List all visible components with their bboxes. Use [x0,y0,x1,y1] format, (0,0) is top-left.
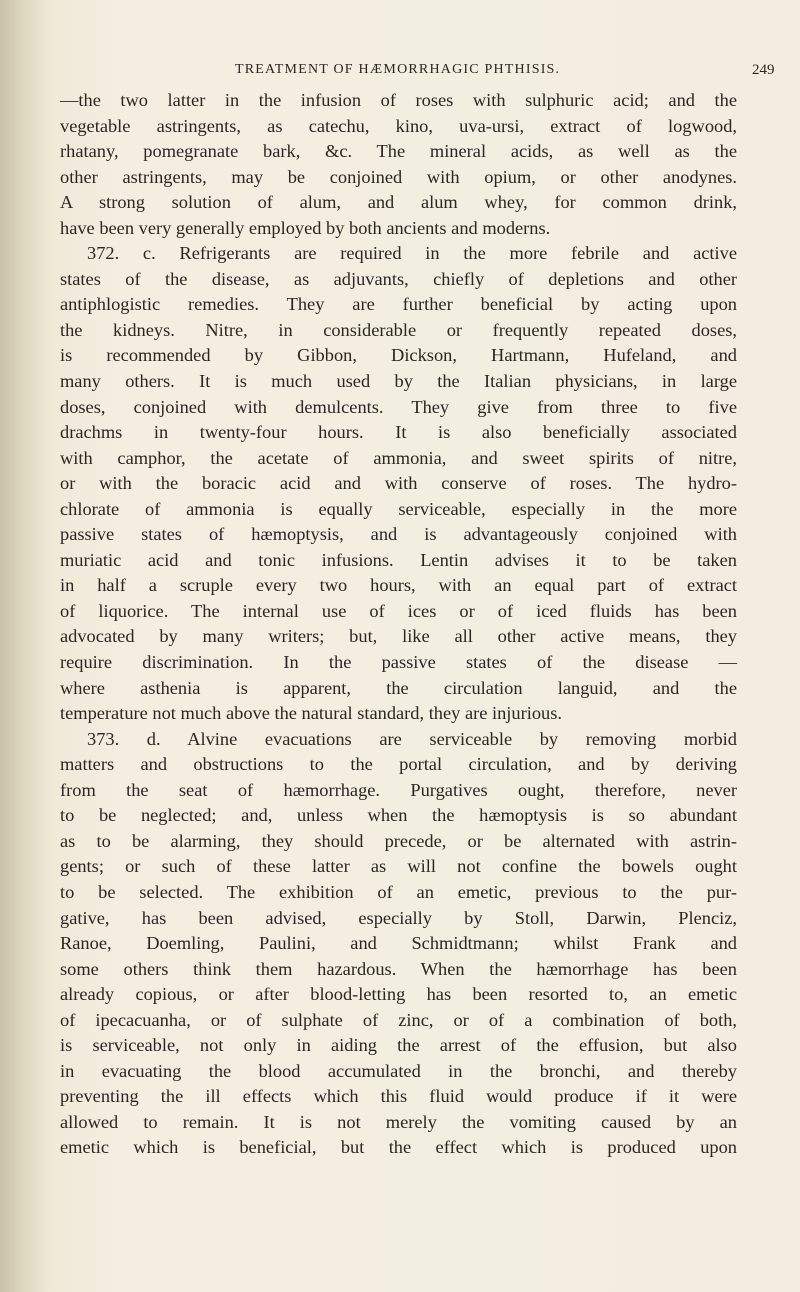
page-header [0,62,800,82]
text-line: preventing the ill effects which this fluid would produce if it were [60,1086,737,1107]
text-line: already copious, or after blood-letting has been resorted to, an emetic [60,984,737,1005]
text-line: chlorate of ammonia is equally serviceable, especially in the more [60,498,737,519]
text-line: passive states of hæmoptysis, and is advantageously conjoined with [60,524,737,545]
text-line: Ranoe, Doemling, Paulini, and Schmidtmann; whilst Frank and [60,933,737,954]
text-line: gative, has been advised, especially by Stoll, Darwin, Plenciz, [60,907,737,928]
text-line: in evacuating the blood accumulated in the bronchi, and thereby [60,1060,737,1081]
text-line: A strong solution of alum, and alum whey, for common drink, [60,192,737,213]
running-head: TREATMENT OF HÆMORRHAGIC PHTHISIS. [235,62,561,77]
text-line: is recommended by Gibbon, Dickson, Hartmann, Hufeland, and [60,345,737,366]
text-line: some others think them hazardous. When the hæmorrhage has been [60,958,737,979]
text-line: other astringents, may be conjoined with opium, or other anodynes. [60,166,737,187]
body-text [60,88,737,1161]
paragraph-start-373: 373. d. Alvine evacuations are serviceable by removing morbid [87,728,737,749]
text-line: to be selected. The exhibition of an emetic, previous to the pur- [60,881,737,902]
text-line: as to be alarming, they should precede, or be alternated with astrin- [60,830,737,851]
text-line: —the two latter in the infusion of roses with sulphuric acid; and the [60,90,737,110]
text-line: or with the boracic acid and with conserve of roses. The hydro- [60,473,737,494]
text-line: rhatany, pomegranate bark, &c. The mineral acids, as well as the [60,141,737,162]
text-line: advocated by many writers; but, like all other active means, they [60,626,737,647]
text-line: antiphlogistic remedies. They are further beneficial by acting upon [60,294,737,315]
text-line: to be neglected; and, unless when the hæmoptysis is so abundant [60,805,737,826]
text-line: muriatic acid and tonic infusions. Lentin advises it to be taken [60,549,737,570]
page-number: 249 [752,62,775,78]
text-line: matters and obstructions to the portal circulation, and by deriving [60,754,737,775]
text-line: from the seat of hæmorrhage. Purgatives ought, therefore, never [60,779,737,800]
text-line: doses, conjoined with demulcents. They give from three to five [60,396,737,417]
text-line: drachms in twenty-four hours. It is also beneficially associated [60,422,737,443]
text-line: in half a scruple every two hours, with an equal part of extract [60,575,737,596]
text-line: where asthenia is apparent, the circulation languid, and the [60,677,737,698]
text-line: emetic which is beneficial, but the effect which is produced upon [60,1137,737,1158]
text-line: with camphor, the acetate of ammonia, and sweet spirits of nitre, [60,447,737,468]
text-line: states of the disease, as adjuvants, chiefly of depletions and other [60,268,737,289]
text-line: have been very generally employed by both ancients and moderns. [60,217,551,238]
text-line: require discrimination. In the passive states of the disease — [60,652,737,673]
text-line: allowed to remain. It is not merely the vomiting caused by an [60,1111,737,1132]
text-line: temperature not much above the natural standard, they are injurious. [60,703,562,724]
text-line: many others. It is much used by the Italian physicians, in large [60,371,737,392]
paragraph-start-372: 372. c. Refrigerants are required in the more febrile and active [87,243,737,264]
text-line: vegetable astringents, as catechu, kino, uva-ursi, extract of logwood, [60,115,737,136]
text-line: of ipecacuanha, or of sulphate of zinc, or of a combination of both, [60,1009,737,1030]
text-line: is serviceable, not only in aiding the arrest of the effusion, but also [60,1035,737,1056]
text-line: the kidneys. Nitre, in considerable or frequently repeated doses, [60,319,737,340]
text-line: of liquorice. The internal use of ices or of iced fluids has been [60,600,737,621]
text-line: gents; or such of these latter as will not confine the bowels ought [60,856,737,877]
